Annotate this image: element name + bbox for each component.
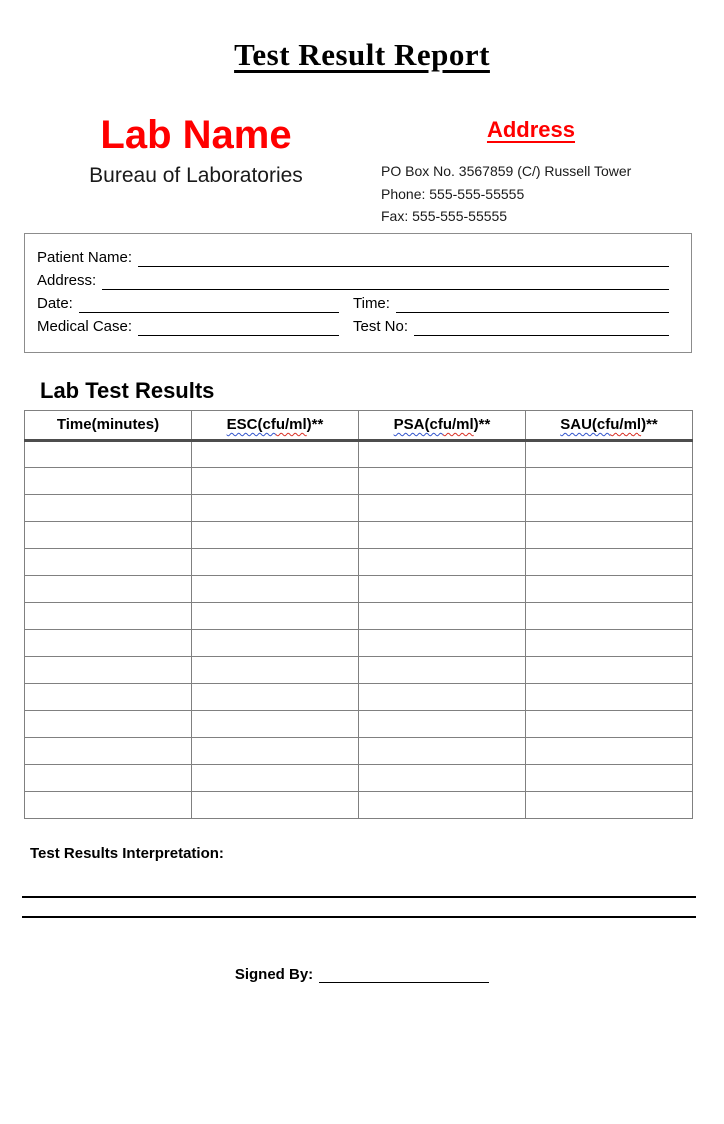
table-cell[interactable] (526, 521, 693, 548)
table-cell[interactable] (526, 764, 693, 791)
table-cell[interactable] (526, 575, 693, 602)
table-cell[interactable] (359, 656, 526, 683)
table-cell[interactable] (526, 710, 693, 737)
table-cell[interactable] (192, 791, 359, 818)
table-cell[interactable] (192, 737, 359, 764)
time-input-line[interactable] (396, 295, 669, 313)
col-header-esc-part3: )** (306, 416, 324, 433)
signature-input-line[interactable] (319, 968, 489, 983)
table-cell[interactable] (25, 548, 192, 575)
table-cell[interactable] (359, 575, 526, 602)
table-cell[interactable] (192, 575, 359, 602)
table-body (25, 440, 693, 818)
table-cell[interactable] (359, 494, 526, 521)
table-cell[interactable] (192, 683, 359, 710)
col-header-psa-part2: u/ml (442, 416, 474, 433)
table-cell[interactable] (25, 575, 192, 602)
table-row (25, 764, 693, 791)
signature-row (0, 966, 724, 983)
table-row (25, 683, 693, 710)
col-header-psa (359, 410, 526, 440)
col-header-esc-part2: u/ml (275, 416, 307, 433)
signed-by-label: Signed By: (234, 965, 314, 983)
table-cell[interactable] (359, 629, 526, 656)
medical-case-input-line[interactable] (138, 318, 339, 336)
col-header-sau-part3: )** (641, 416, 658, 433)
table-cell[interactable] (25, 494, 192, 521)
table-row (25, 494, 693, 521)
table-cell[interactable] (359, 602, 526, 629)
table-row (25, 602, 693, 629)
lab-subtitle: Bureau of Laboratories (89, 164, 303, 187)
table-cell[interactable] (25, 629, 192, 656)
table-row (25, 656, 693, 683)
table-cell[interactable] (526, 467, 693, 494)
table-cell[interactable] (192, 521, 359, 548)
date-time-row (37, 290, 669, 313)
time-label: Time: (353, 294, 390, 312)
table-cell[interactable] (526, 737, 693, 764)
col-header-time-minutes (25, 410, 192, 440)
table-cell[interactable] (359, 737, 526, 764)
table-cell[interactable] (526, 791, 693, 818)
patient-address-input-line[interactable] (102, 272, 669, 290)
table-cell[interactable] (526, 494, 693, 521)
table-cell[interactable] (526, 629, 693, 656)
table-cell[interactable] (192, 467, 359, 494)
col-header-psa-part1: PSA(cf (393, 416, 443, 433)
address-heading: Address (486, 117, 576, 142)
address-fax: Fax: 555-555-55555 (381, 208, 508, 224)
col-header-sau (526, 410, 693, 440)
patient-name-label: Patient Name: (37, 248, 133, 266)
table-cell[interactable] (25, 440, 192, 467)
table-cell[interactable] (526, 656, 693, 683)
table-cell[interactable] (25, 710, 192, 737)
table-cell[interactable] (192, 710, 359, 737)
table-cell[interactable] (359, 764, 526, 791)
col-header-esc-part1: ESC(cf (226, 416, 276, 433)
table-cell[interactable] (359, 521, 526, 548)
table-cell[interactable] (526, 440, 693, 467)
patient-address-label: Address: (37, 271, 97, 289)
letterhead (0, 112, 724, 228)
table-row (25, 629, 693, 656)
lab-identity (26, 112, 366, 189)
interpretation-line-1[interactable] (22, 896, 696, 898)
table-cell[interactable] (526, 548, 693, 575)
col-header-psa-part3: )** (473, 416, 491, 433)
interpretation-heading: Test Results Interpretation: (30, 844, 224, 862)
col-header-time-text: Time(minutes) (56, 416, 160, 433)
table-row (25, 791, 693, 818)
date-input-line[interactable] (79, 295, 339, 313)
table-cell[interactable] (359, 791, 526, 818)
table-cell[interactable] (192, 656, 359, 683)
table-cell[interactable] (192, 602, 359, 629)
table-cell[interactable] (25, 764, 192, 791)
col-header-sau-part2: u/ml (610, 416, 642, 433)
test-no-label: Test No: (353, 317, 409, 335)
patient-info-box (24, 233, 692, 353)
col-header-sau-part1: SAU(cf (560, 416, 611, 433)
table-cell[interactable] (25, 602, 192, 629)
medical-case-label: Medical Case: (37, 317, 133, 335)
table-row (25, 467, 693, 494)
table-cell[interactable] (25, 791, 192, 818)
table-cell[interactable] (192, 764, 359, 791)
table-cell[interactable] (192, 629, 359, 656)
table-cell[interactable] (359, 467, 526, 494)
patient-name-input-line[interactable] (138, 249, 669, 267)
patient-name-row (37, 244, 669, 267)
table-row (25, 710, 693, 737)
table-cell[interactable] (526, 602, 693, 629)
table-row (25, 737, 693, 764)
table-cell[interactable] (359, 710, 526, 737)
table-cell[interactable] (359, 440, 526, 467)
table-row (25, 440, 693, 467)
table-cell[interactable] (359, 548, 526, 575)
page-title: Test Result Report (234, 37, 490, 72)
table-cell[interactable] (526, 683, 693, 710)
table-row (25, 575, 693, 602)
table-cell[interactable] (192, 548, 359, 575)
table-cell[interactable] (25, 467, 192, 494)
col-header-esc (192, 410, 359, 440)
table-cell[interactable] (359, 683, 526, 710)
table-cell[interactable] (25, 521, 192, 548)
lab-name: Lab Name (100, 113, 292, 157)
address-phone: Phone: 555-555-55555 (381, 185, 525, 202)
table-cell[interactable] (25, 656, 192, 683)
case-testno-row (37, 313, 669, 336)
table-cell[interactable] (192, 440, 359, 467)
table-cell[interactable] (25, 683, 192, 710)
interpretation-line-2[interactable] (22, 916, 696, 918)
table-row (25, 521, 693, 548)
address-po-box: PO Box No. 3567859 (C/) Russell Tower (381, 163, 632, 179)
address-block (381, 112, 681, 228)
table-cell[interactable] (192, 494, 359, 521)
lab-test-results-heading: Lab Test Results (40, 377, 215, 403)
lab-results-table (24, 410, 693, 819)
table-row (25, 548, 693, 575)
table-header-row (25, 410, 693, 440)
date-label: Date: (37, 294, 73, 312)
table-cell[interactable] (25, 737, 192, 764)
patient-address-row (37, 267, 669, 290)
test-no-input-line[interactable] (414, 318, 669, 336)
